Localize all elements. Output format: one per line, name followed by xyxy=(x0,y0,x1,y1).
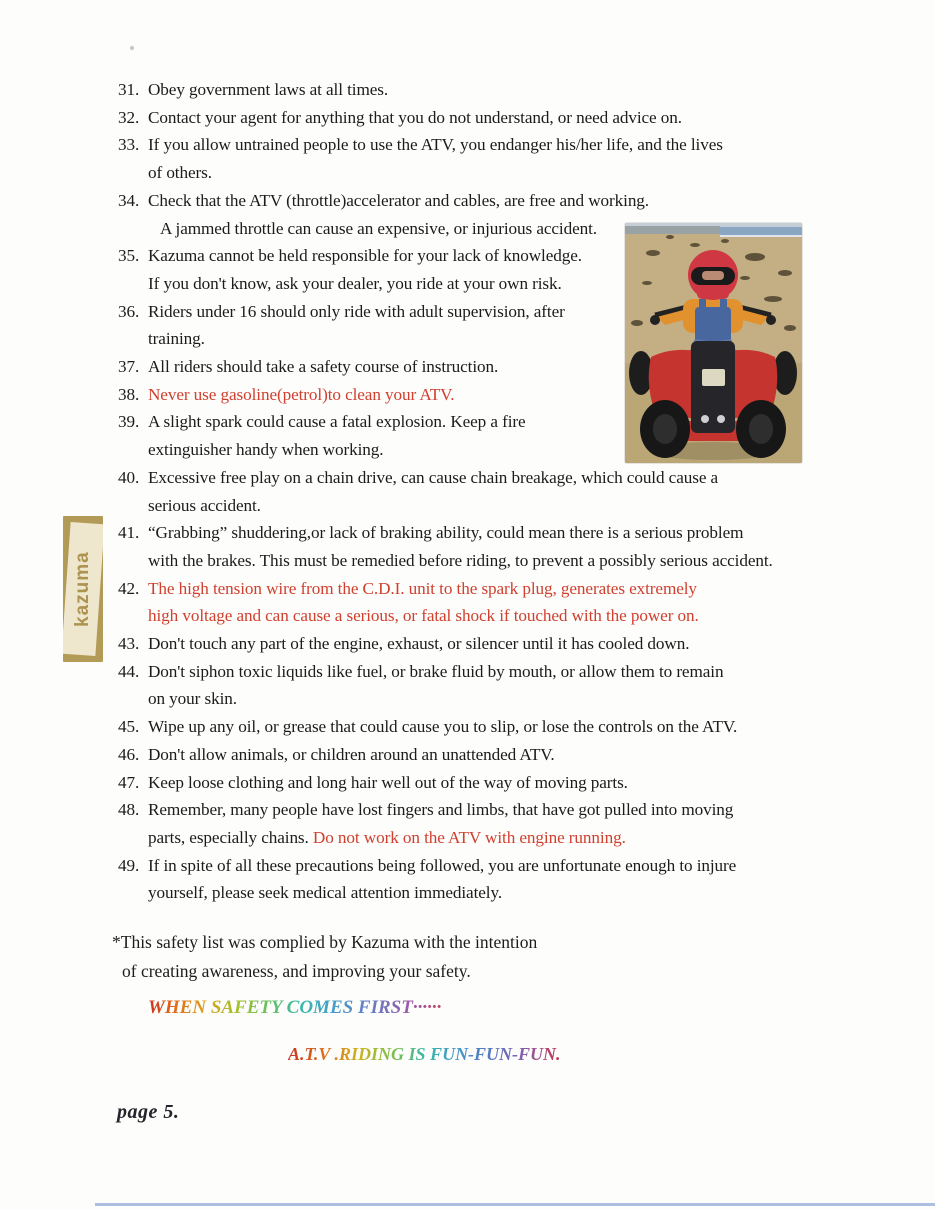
list-item xyxy=(118,131,830,186)
item-line xyxy=(148,824,830,852)
kazuma-logo-text: kazuma xyxy=(72,551,93,627)
footnote xyxy=(112,928,537,985)
footnote-line-1: *This safety list was complied by Kazuma with the intention xyxy=(112,932,538,952)
item-line: extinguisher handy when working. xyxy=(148,440,384,460)
item-number: 43. xyxy=(118,634,140,654)
item-line: training. xyxy=(148,329,205,349)
slogan-safety-first: WHEN SAFETY COMES FIRST······ xyxy=(148,997,442,1018)
list-item xyxy=(118,519,830,574)
page-number: page 5. xyxy=(117,1101,180,1123)
item-number: 44. xyxy=(118,661,140,681)
list-item xyxy=(118,741,830,769)
item-line: If you allow untrained people to use the ATV, you endanger his/her life, and the lives xyxy=(148,135,723,155)
item-line: A jammed throttle can cause an expensive, or injurious accident. xyxy=(160,218,597,238)
safety-list xyxy=(118,76,830,907)
item-number: 46. xyxy=(118,744,140,764)
list-item xyxy=(118,796,830,851)
item-line: Check that the ATV (throttle)accelerator and cables, are free and working. xyxy=(148,190,649,210)
item-number: 38. xyxy=(118,384,140,404)
item-line: on your skin. xyxy=(148,689,237,709)
item-line: Kazuma cannot be held responsible for your lack of knowledge. xyxy=(148,246,582,266)
item-line: Don't touch any part of the engine, exhaust, or silencer until it has cooled down. xyxy=(148,634,690,654)
atv-photo xyxy=(624,222,803,464)
list-item xyxy=(118,769,830,797)
item-line: serious accident. xyxy=(148,495,261,515)
warning-text: The high tension wire from the C.D.I. unit to the spark plug, generates extremely xyxy=(148,578,697,598)
item-number: 36. xyxy=(118,301,140,321)
item-number: 35. xyxy=(118,246,140,266)
item-line: yourself, please seek medical attention immediately. xyxy=(148,883,503,903)
item-line: Don't siphon toxic liquids like fuel, or brake fluid by mouth, or allow them to remain xyxy=(148,661,724,681)
item-line: Don't allow animals, or children around an unattended ATV. xyxy=(148,744,555,764)
item-number: 42. xyxy=(118,578,140,598)
item-line: If you don't know, ask your dealer, you ride at your own risk. xyxy=(148,273,562,293)
item-number: 37. xyxy=(118,357,140,377)
warning-text: Never use gasoline(petrol)to clean your ATV. xyxy=(148,384,455,404)
item-number: 48. xyxy=(118,800,140,820)
list-item xyxy=(118,658,830,713)
item-line: Keep loose clothing and long hair well out of the way of moving parts. xyxy=(148,772,628,792)
list-item xyxy=(118,464,830,519)
item-line: Wipe up any oil, or grease that could cause you to slip, or lose the controls on the ATV. xyxy=(148,717,738,737)
item-line: Obey government laws at all times. xyxy=(148,80,389,99)
kazuma-logo xyxy=(63,516,103,662)
item-number: 49. xyxy=(118,855,140,875)
item-line: All riders should take a safety course of instruction. xyxy=(148,357,499,377)
item-line: Riders under 16 should only ride with adult supervision, after xyxy=(148,301,565,321)
list-item xyxy=(118,104,830,132)
list-item xyxy=(118,76,830,104)
item-number: 32. xyxy=(118,107,140,127)
item-number: 40. xyxy=(118,467,140,487)
item-line: of others. xyxy=(148,163,212,183)
slogan-riding-fun: A.T.V .RIDING IS FUN-FUN-FUN. xyxy=(288,1044,561,1064)
warning-text: Do not work on the ATV with engine running. xyxy=(312,827,626,847)
scan-edge-line xyxy=(95,1203,935,1206)
item-line: with the brakes. This must be remedied before riding, to prevent a possibly serious accident. xyxy=(148,550,773,570)
list-item xyxy=(118,713,830,741)
footnote-line-2: of creating awareness, and improving your safety. xyxy=(122,960,471,981)
item-number: 31. xyxy=(118,80,140,99)
warning-text: high voltage and can cause a serious, or fatal shock if touched with the power on. xyxy=(148,606,699,626)
list-item xyxy=(118,575,830,630)
item-text: parts, especially chains. xyxy=(148,827,313,847)
photo-illustration xyxy=(625,223,802,463)
list-item xyxy=(118,852,830,907)
item-number: 33. xyxy=(118,135,140,155)
item-line: A slight spark could cause a fatal explosion. Keep a fire xyxy=(148,412,526,432)
item-line: Excessive free play on a chain drive, can cause chain breakage, which could cause a xyxy=(148,467,719,487)
item-line: Remember, many people have lost fingers and limbs, that have got pulled into moving xyxy=(148,800,734,820)
item-number: 47. xyxy=(118,772,140,792)
scan-speck xyxy=(130,46,134,50)
item-number: 45. xyxy=(118,717,140,737)
item-number: 39. xyxy=(118,412,140,432)
list-item xyxy=(118,630,830,658)
item-line: Contact your agent for anything that you do not understand, or need advice on. xyxy=(148,107,682,127)
item-number: 34. xyxy=(118,190,140,210)
item-line: If in spite of all these precautions being followed, you are unfortunate enough to injure xyxy=(148,855,737,875)
item-line: “Grabbing” shuddering,or lack of braking ability, could mean there is a serious problem xyxy=(148,523,744,543)
item-number: 41. xyxy=(118,523,140,543)
